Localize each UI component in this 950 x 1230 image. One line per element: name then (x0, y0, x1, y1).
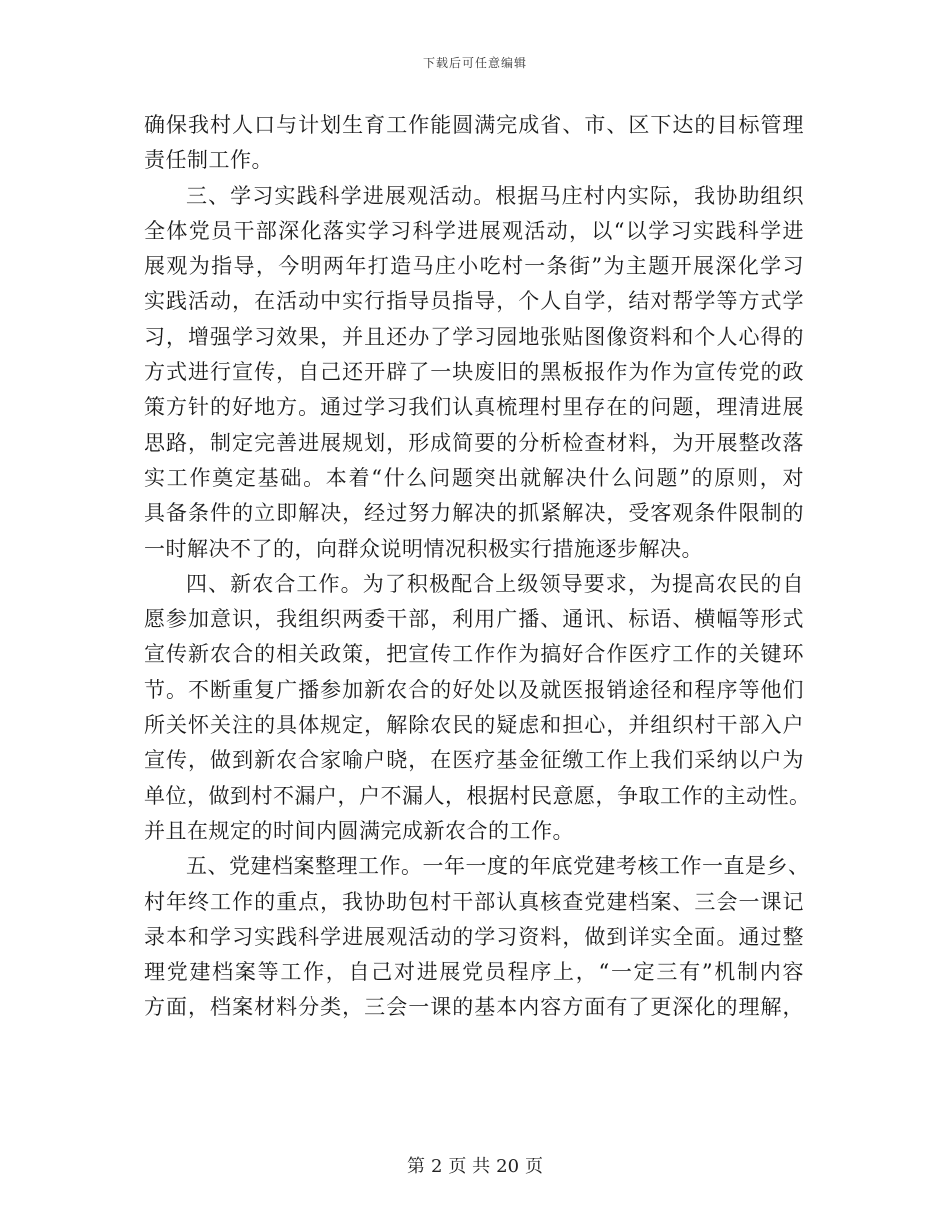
text-line: 单位，做到村不漏户，户不漏人，根据村民意愿，争取工作的主动性。 (144, 783, 811, 808)
paragraph-heading-5: 五、党建档案整理工作。一年一度的年底党建考核工作一直是乡、 (186, 854, 810, 879)
text-line: 实践活动，在活动中实行指导员指导，个人自学，结对帮学等方式学 (144, 289, 804, 314)
text-line: 责任制工作。 (144, 148, 273, 173)
text-line: 录本和学习实践科学进展观活动的学习资料，做到详实全面。通过整 (144, 924, 804, 949)
paragraph-heading-3: 三、学习实践科学进展观活动。根据马庄村内实际，我协助组织 (186, 183, 804, 208)
text-line: 方面，档案材料分类，三会一课的基本内容方面有了更深化的理解， (144, 995, 804, 1020)
document-body (144, 108, 811, 1026)
page-footer (0, 1152, 950, 1178)
current-page-number: 2 (430, 1156, 443, 1177)
text-line: 宣传，做到新农合家喻户晓，在医疗基金征缴工作上我们采纳以户为 (144, 748, 804, 773)
text-line: 一时解决不了的，向群众说明情况积极实行措施逐步解决。 (144, 536, 703, 561)
text-line: 习，增强学习效果，并且还办了学习园地张贴图像资料和个人心得的 (144, 324, 804, 349)
text-line: 节。不断重复广播参加新农合的好处以及就医报销途径和程序等他们 (144, 677, 804, 702)
page-header: 下载后可任意编辑 (422, 56, 527, 70)
page-number-middle: 页 共 (448, 1156, 491, 1177)
text-line: 村年终工作的重点，我协助包村干部认真核查党建档案、三会一课记 (144, 889, 804, 914)
text-line: 理党建档案等工作，自己对进展党员程序上，“一定三有”机制内容 (144, 960, 804, 985)
text-line: 策方针的好地方。通过学习我们认真梳理村里存在的问题，理清进展 (144, 395, 804, 420)
text-line: 方式进行宣传，自己还开辟了一块废旧的黑板报作为作为宣传党的政 (144, 360, 804, 385)
text-line: 确保我村人口与计划生育工作能圆满完成省、市、区下达的目标管理 (144, 113, 804, 137)
text-line: 愿参加意识，我组织两委干部，利用广播、通讯、标语、横幅等形式 (144, 607, 804, 632)
text-line: 所关怀关注的具体规定，解除农民的疑虑和担心，并组织村干部入户 (144, 713, 804, 738)
page-number-suffix: 页 (525, 1156, 544, 1177)
text-line: 思路，制定完善进展规划，形成简要的分析检查材料，为开展整改落 (144, 430, 804, 455)
total-page-count: 20 (496, 1156, 520, 1177)
text-line: 展观为指导，今明两年打造马庄小吃村一条街”为主题开展深化学习 (144, 254, 804, 279)
text-line: 并且在规定的时间内圆满完成新农合的工作。 (144, 818, 574, 843)
text-line: 实工作奠定基础。本着“什么问题突出就解决什么问题”的原则，对 (144, 465, 804, 490)
text-line: 宣传新农合的相关政策，把宣传工作作为搞好合作医疗工作的关键环 (144, 642, 804, 667)
page-number-prefix: 第 (406, 1156, 425, 1177)
text-line: 具备条件的立即解决，经过努力解决的抓紧解决，受客观条件限制的 (144, 501, 804, 526)
text-line: 全体党员干部深化落实学习科学进展观活动，以“以学习实践科学进 (144, 218, 804, 243)
paragraph-heading-4: 四、新农合工作。为了积极配合上级领导要求，为提高农民的自 (186, 571, 804, 596)
